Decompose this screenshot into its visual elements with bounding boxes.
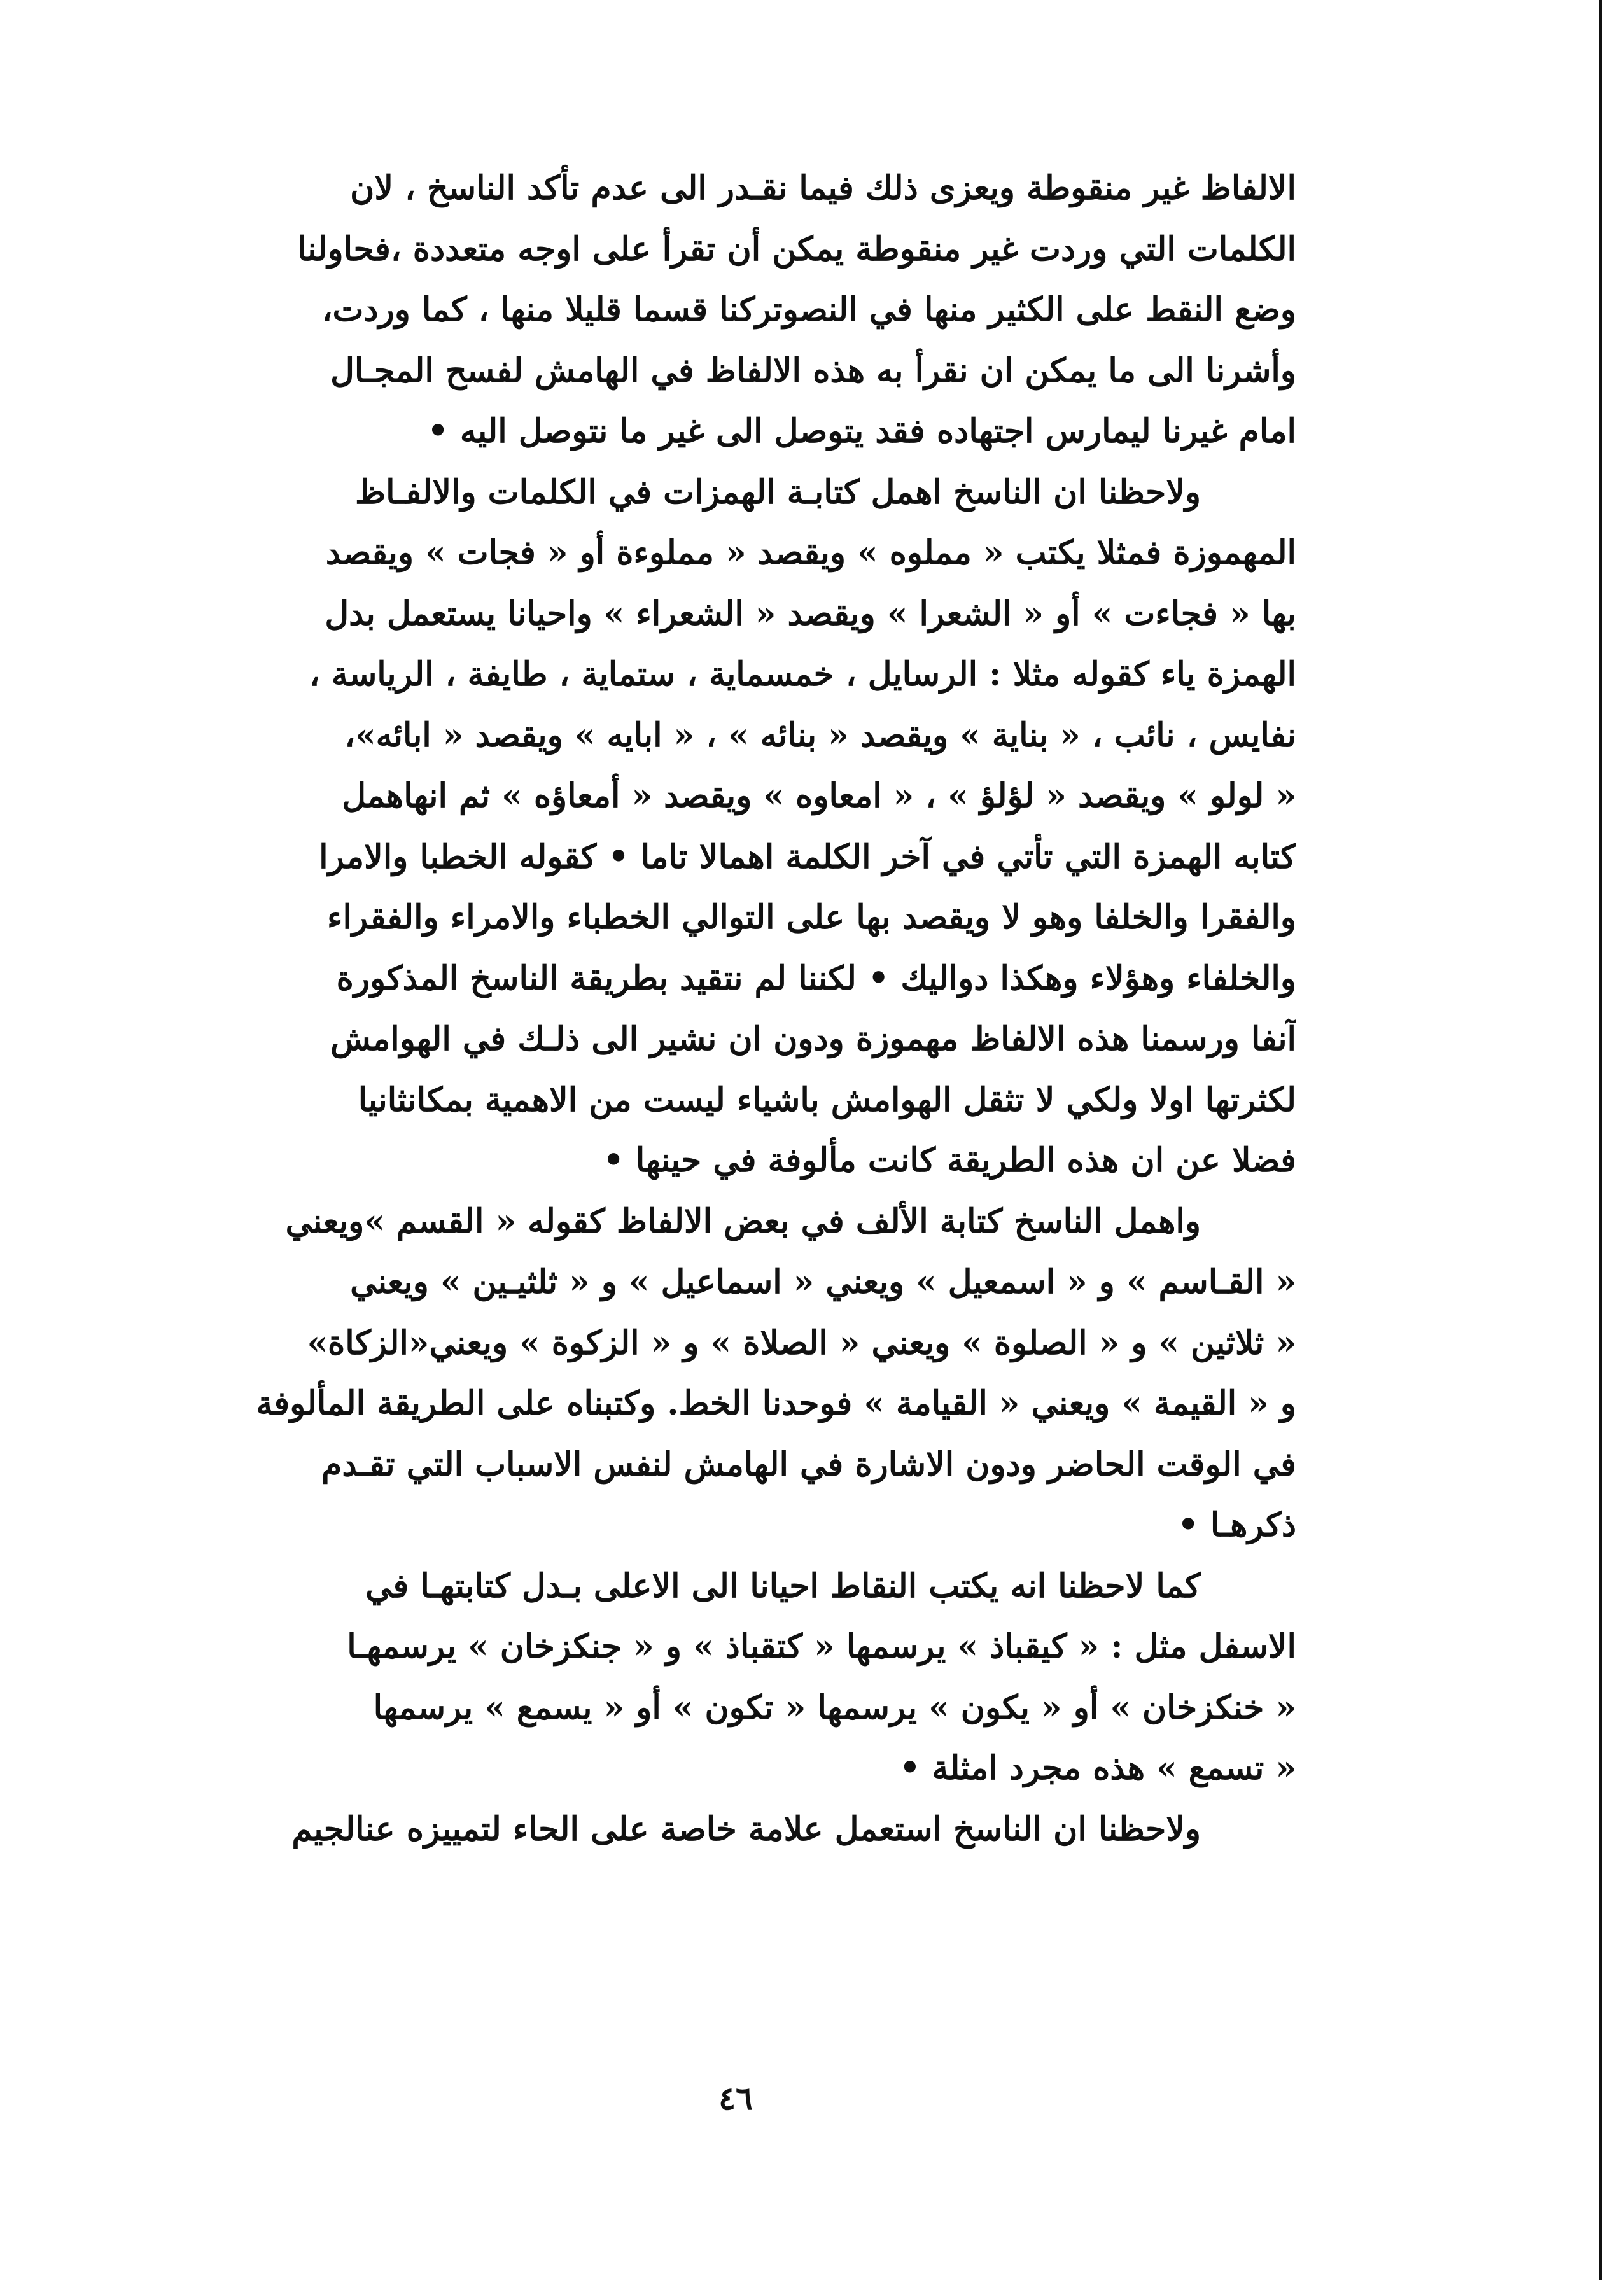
text-line: و « القيمة » ويعني « القيامة » فوحدنا الخط. وكتبناه على الطريقة المألوفة (256, 1384, 1296, 1423)
text-line: « ثلاثين » و « الصلوة » ويعني « الصلاة » و « الزكوة » ويعني«الزكاة» (307, 1323, 1296, 1362)
text-line: واهمل الناسخ كتابة الألف في بعض الالفاظ كقوله « القسم »ويعني (285, 1201, 1201, 1241)
page-number: ٤٦ (718, 2080, 753, 2117)
text-line: ولاحظنا ان الناسخ استعمل علامة خاصة على الحاء لتمييزه عنالجيم (291, 1809, 1201, 1849)
text-line: « لولو » ويقصد « لؤلؤ » ، « امعاوه » ويقصد « أمعاؤه » ثم انهاهمل (342, 776, 1296, 815)
text-line: الالفاظ غير منقوطة ويعزى ذلك فيما نقـدر الى عدم تأكد الناسخ ، لان (350, 169, 1296, 207)
text-line: وأشرنا الى ما يمكن ان نقرأ به هذه الالفاظ في الهامش لفسح المجـال (330, 351, 1296, 390)
text-line: كما لاحظنا انه يكتب النقاط احيانا الى الاعلى بـدل كتابتهـا في (365, 1566, 1201, 1605)
text-line: آنفا ورسمنا هذه الالفاظ مهموزة ودون ان نشير الى ذلـك في الهوامش (330, 1019, 1296, 1058)
text-line: « القـاسم » و « اسمعيل » ويعني « اسماعيل » و « ثلثيـين » ويعني (350, 1262, 1296, 1301)
text-line: والفقرا والخلفا وهو لا ويقصد بها على التوالي الخطباء والامراء والفقراء (327, 898, 1296, 937)
text-line: ولاحظنا ان الناسخ اهمل كتابـة الهمزات في الكلمات والالفـاظ (355, 472, 1201, 512)
text-line: « خنكزخان » أو « يكون » يرسمها « تكون » أو « يسمع » يرسمها (373, 1688, 1296, 1727)
text-line: الهمزة ياء كقوله مثلا : الرسايل ، خمسماية ، ستماية ، طايفة ، الرياسة ، (309, 655, 1296, 694)
text-line: نفايس ، نائب ، « بناية » ويقصد « بنائه » ، « ابايه » ويقصد « ابائه»، (344, 715, 1296, 755)
text-line: الاسفل مثل : « كيقباذ » يرسمها « كتقباذ » و « جنكزخان » يرسمهـا (347, 1627, 1296, 1666)
page-edge-line (1599, 0, 1602, 2280)
text-line: فضلا عن ان هذه الطريقة كانت مألوفة في حينها • (603, 1141, 1296, 1180)
text-line: بها « فجاءت » أو « الشعرا » ويقصد « الشعراء » واحيانا يستعمل بدل (325, 594, 1296, 633)
text-line: لكثرتها اولا ولكي لا تثقل الهوامش باشياء ليست من الاهمية بمكانثانيا (358, 1080, 1296, 1119)
text-line: ذكرهـا • (1177, 1506, 1296, 1544)
text-line: وضع النقط على الكثير منها في النصوتركنا قسما قليلا منها ، كما وردت، (321, 290, 1296, 329)
text-line: والخلفاء وهؤلاء وهكذا دواليك • لكننا لم نتقيد بطريقة الناسخ المذكورة (336, 958, 1296, 998)
text-line: المهموزة فمثلا يكتب « مملوه » ويقصد « مملوءة أو « فجات » ويقصد (325, 533, 1296, 572)
text-line: في الوقت الحاضر ودون الاشارة في الهامش لنفس الاسباب التي تقـدم (321, 1444, 1296, 1484)
text-line: « تسمع » هذه مجرد امثلة • (899, 1749, 1296, 1787)
text-line: الكلمات التي وردت غير منقوطة يمكن أن تقرأ على اوجه متعددة ،فحاولنا (297, 229, 1296, 269)
text-line: امام غيرنا ليمارس اجتهاده فقد يتوصل الى غير ما نتوصل اليه • (427, 412, 1296, 451)
body-text (141, 158, 1296, 1859)
text-line: كتابه الهمزة التي تأتي في آخر الكلمة اهمالا تاما • كقوله الخطبا والامرا (319, 837, 1296, 876)
